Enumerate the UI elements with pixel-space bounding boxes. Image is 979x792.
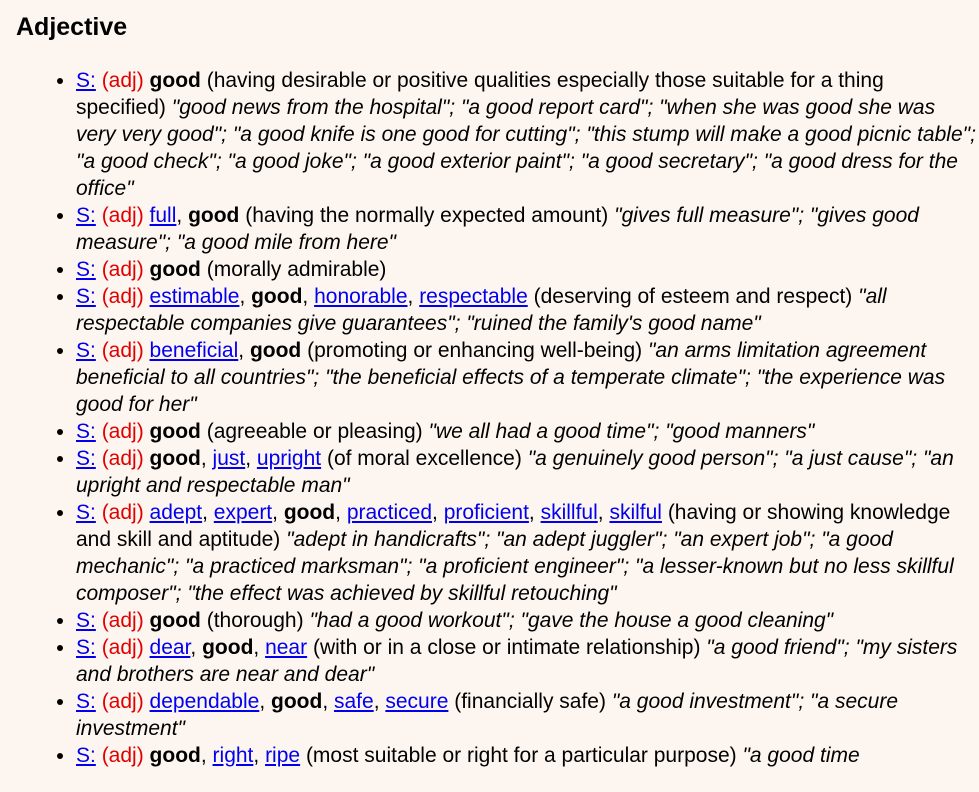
synonym-link[interactable]: honorable [314,285,408,308]
synset-link[interactable]: S: [76,204,96,227]
example-sentences: "gives full measure"; "gives good measure"; "a good mile from here" [76,204,919,254]
part-of-speech: (adj) [101,636,144,659]
synonym-link[interactable]: near [265,636,308,659]
sense-item: • S: (adj) dependable, good, safe, secure (financially safe) "a good investment"; "a secure investment" [76,688,979,742]
synset-link[interactable]: S: [76,339,96,362]
part-of-speech: (adj) [101,447,144,470]
example-sentences: "a good investment"; "a secure investment" [76,690,898,740]
sense-item [76,256,979,283]
part-of-speech: (adj) [101,420,144,443]
synonym-link[interactable]: upright [256,447,322,470]
synonym-link[interactable]: practiced [346,501,433,524]
part-of-speech: (adj) [101,258,144,281]
part-of-speech: (adj) [101,204,144,227]
example-sentences: "a good friend"; "my sisters and brothers are near and dear" [76,636,958,686]
synonym-link[interactable]: skilful [609,501,662,524]
example-sentences: "a genuinely good person"; "a just cause"; "an upright and respectable man" [76,447,954,497]
synonym-link[interactable]: right [212,744,254,767]
definition: (with or in a close or intimate relationship) [312,636,701,659]
definition: (promoting or enhancing well-being) [307,339,643,362]
example-sentences: "we all had a good time"; "good manners" [428,420,815,443]
definition: (having or showing knowledge and skill and aptitude) [76,501,951,551]
synonym-link[interactable]: dear [149,636,191,659]
example-sentences: "a good time [742,744,860,767]
part-of-speech: (adj) [101,744,144,767]
definition: (morally admirable) [206,258,387,281]
headword: good [149,420,201,443]
sense-item: • S: (adj) full, good (having the normally expected amount) "gives full measure"; "gives good measure"; "a good mile from here" [76,202,979,256]
example-sentences: "had a good workout"; "gave the house a good cleaning" [309,609,834,632]
example-sentences: "good news from the hospital"; "a good report card"; "when she was good she was very very good"; "a good knife is one good for cutting"; "this stump will make a good picnic table"; "a good check"; "a good joke"; "a good exterior paint"; "a good secretary"; "a good dress for the office" [76,96,976,200]
part-of-speech: (adj) [101,339,144,362]
synonym-link[interactable]: adept [149,501,203,524]
synonym-link[interactable]: ripe [265,744,301,767]
synonym-link[interactable]: full [149,204,177,227]
example-sentences: "adept in handicrafts"; "an adept juggler"; "an expert job"; "a good mechanic"; "a practiced marksman"; "a proficient engineer"; "a lesser-known but no less skillful composer"; "the effect was achieved by skillful retouching" [76,528,954,605]
synonym-link[interactable]: secure [385,690,449,713]
headword: good [149,447,201,470]
synset-link[interactable]: S: [76,258,96,281]
definition: (deserving of esteem and respect) [533,285,853,308]
sense-item [76,67,979,202]
headword: good [149,609,201,632]
headword: good [251,285,303,308]
synset-link[interactable]: S: [76,285,96,308]
sense-item [76,607,979,634]
headword: good [271,690,323,713]
synonym-link[interactable]: proficient [443,501,529,524]
headword: good [249,339,302,362]
definition: (of moral excellence) [326,447,522,470]
synonym-link[interactable]: safe [333,690,374,713]
sense-item: • S: (adj) beneficial, good (promoting or enhancing well-being) "an arms limitation agreement beneficial to all countries"; "the beneficial effects of a temperate climate"; "the experience was good for her" [76,337,979,418]
part-of-speech: (adj) [101,69,144,92]
synset-link[interactable]: S: [76,744,96,767]
definition: (most suitable or right for a particular purpose) [305,744,737,767]
headword: good [149,69,201,92]
synonym-link[interactable]: skillful [540,501,598,524]
synonym-link[interactable]: expert [213,501,273,524]
part-of-speech: (adj) [101,609,144,632]
definition: (thorough) [206,609,304,632]
definition: (financially safe) [454,690,606,713]
sense-item [76,418,979,445]
headword: good [283,501,336,524]
headword: good [202,636,254,659]
part-of-speech: (adj) [101,690,144,713]
sense-list [16,67,979,769]
synset-link[interactable]: S: [76,420,96,443]
sense-item: • S: (adj) good, just, upright (of moral excellence) "a genuinely good person"; "a just cause"; "an upright and respectable man" [76,445,979,499]
synonym-link[interactable]: dependable [149,690,260,713]
synset-link[interactable]: S: [76,69,96,92]
example-sentences: "an arms limitation agreement beneficial to all countries"; "the beneficial effects of a temperate climate"; "the experience was good for her" [76,339,946,416]
definition: (having the normally expected amount) [245,204,609,227]
synonym-link[interactable]: estimable [149,285,240,308]
synset-link[interactable]: S: [76,609,96,632]
definition: (having desirable or positive qualities especially those suitable for a thing specified) [76,69,884,119]
headword: good [149,744,201,767]
synonym-link[interactable]: beneficial [149,339,239,362]
part-of-speech: (adj) [101,285,144,308]
synset-link[interactable]: S: [76,636,96,659]
part-of-speech: (adj) [101,501,144,524]
synonym-link[interactable]: just [212,447,246,470]
section-heading: Adjective [16,13,128,41]
synset-link[interactable]: S: [76,501,96,524]
definition: (agreeable or pleasing) [206,420,423,443]
sense-item: • S: (adj) dear, good, near (with or in a close or intimate relationship) "a good friend"; "my sisters and brothers are near and dear" [76,634,979,688]
example-sentences: "all respectable companies give guarantees"; "ruined the family's good name" [76,285,887,335]
headword: good [188,204,240,227]
synset-link[interactable]: S: [76,447,96,470]
sense-item: • S: (adj) estimable, good, honorable, respectable (deserving of esteem and respect) "all respectable companies give guarantees"; "ruined the family's good name" [76,283,979,337]
headword: good [149,258,201,281]
synonym-link[interactable]: respectable [419,285,528,308]
sense-item: • S: (adj) good, right, ripe (most suitable or right for a particular purpose) "a good time [76,742,979,769]
sense-item: • S: (adj) adept, expert, good, practiced, proficient, skillful, skilful (having or showing knowledge and skill and aptitude) "adept in handicrafts"; "an adept juggler"; "an expert job"; "a good mechanic"; "a practiced marksman"; "a proficient engineer"; "a lesser-known but no less skillful composer"; "the effect was achieved by skillful retouching" [76,499,979,607]
synset-link[interactable]: S: [76,690,96,713]
